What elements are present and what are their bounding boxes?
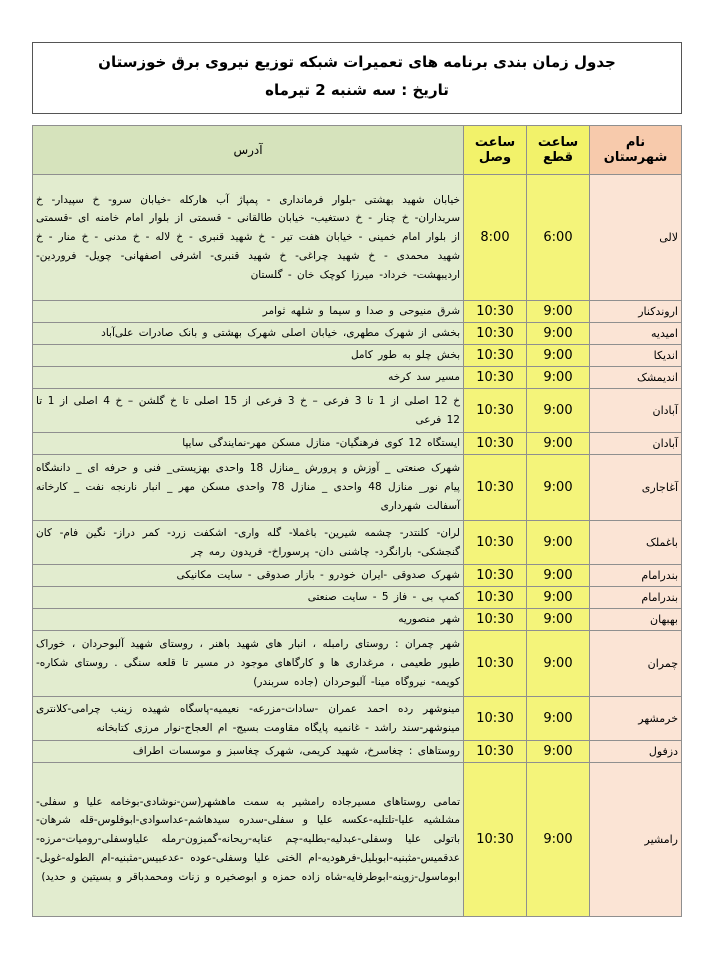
reconnect-time-cell: 10:30 bbox=[464, 301, 527, 323]
reconnect-time-cell: 10:30 bbox=[464, 455, 527, 521]
cut-time-cell: 9:00 bbox=[527, 389, 590, 433]
cut-time-cell: 9:00 bbox=[527, 345, 590, 367]
table-row bbox=[33, 565, 682, 587]
address-cell: مسیر سد کرخه bbox=[33, 367, 464, 389]
reconnect-time-cell: 10:30 bbox=[464, 609, 527, 631]
city-cell: اندیکا bbox=[590, 345, 682, 367]
table-row bbox=[33, 301, 682, 323]
city-cell: آغاجاری bbox=[590, 455, 682, 521]
cut-time-cell: 9:00 bbox=[527, 323, 590, 345]
header-reconnect-time: ساعت وصل bbox=[464, 126, 527, 175]
city-cell: امیدیه bbox=[590, 323, 682, 345]
reconnect-time-cell: 10:30 bbox=[464, 433, 527, 455]
table-row bbox=[33, 741, 682, 763]
city-cell: اروندکنار bbox=[590, 301, 682, 323]
city-cell: رامشیر bbox=[590, 763, 682, 917]
city-cell: چمران bbox=[590, 631, 682, 697]
reconnect-time-cell: 10:30 bbox=[464, 631, 527, 697]
cut-time-cell: 9:00 bbox=[527, 609, 590, 631]
table-header-row bbox=[33, 126, 682, 175]
address-cell: لران- کلنتدر- چشمه شیرین- باغملا- گله واری- اشکفت زرد- کمر دراز- نگین فام- کان گنجشکی- بارانگرد- چاشنی دان- پرسوراخ- فریدون رمه چر bbox=[33, 521, 464, 565]
address-cell: روستاهای : چغاسرخ، شهید کریمی، شهرک چغاسبز و موسسات اطراف bbox=[33, 741, 464, 763]
city-cell: اندیمشک bbox=[590, 367, 682, 389]
reconnect-time-cell: 10:30 bbox=[464, 367, 527, 389]
city-cell: بندرامام bbox=[590, 565, 682, 587]
reconnect-time-cell: 10:30 bbox=[464, 763, 527, 917]
address-cell: تمامی روستاهای مسیرجاده رامشیر به سمت ماهشهر(سن-نوشادی-بوخامه علیا و سفلی-مشلشیه علیا-تلتلیه-عکسه علیا و سفلی-سدره سیدهاشم-عداسوادی-ابوفلوس-قله شرهان-باتولی علیا وسفلی-عبدلیه-بطلیه-چم عنایه-ریحانه-گمبزون-رمله علیاوسفلی-رومیات-مرزه-عدقمیس-مثبنیه-ابوبلیل-فرهودیه-ام الختی علیا وسفلی-عوده -عدعبیس-مثبنیه-ام الطوله-غوبل-ابوماسول-زوینه-ابوطرفایه-شاه زاده حمزه و ابوصخیره و زنات ومحمدباقر و بسیتین و حدید) bbox=[33, 763, 464, 917]
cut-time-cell: 9:00 bbox=[527, 301, 590, 323]
address-cell: شهر چمران : روستای رامبله ، انبار های شهید باهنر ، روستای شهید آلبوحردان ، خوراک طیور طعیمی ، مرغداری ها و کارگاهای موجود در مسیر تا قلعه سنگی . روستای شکاره- کویمه- نیروگاه مینا- آلبوحردان (جاده سربندر) bbox=[33, 631, 464, 697]
city-cell: لالی bbox=[590, 175, 682, 301]
table-row bbox=[33, 697, 682, 741]
address-cell: شهرک صدوقی -ایران خودرو - بازار صدوقی - سایت مکانیکی bbox=[33, 565, 464, 587]
table-row bbox=[33, 367, 682, 389]
city-cell: آبادان bbox=[590, 433, 682, 455]
cut-time-cell: 9:00 bbox=[527, 587, 590, 609]
city-cell: دزفول bbox=[590, 741, 682, 763]
address-cell: بخش چلو به طور کامل bbox=[33, 345, 464, 367]
city-cell: آبادان bbox=[590, 389, 682, 433]
table-row bbox=[33, 175, 682, 301]
reconnect-time-cell: 10:30 bbox=[464, 389, 527, 433]
reconnect-time-cell: 10:30 bbox=[464, 521, 527, 565]
cut-time-cell: 6:00 bbox=[527, 175, 590, 301]
table-row bbox=[33, 521, 682, 565]
cut-time-cell: 9:00 bbox=[527, 631, 590, 697]
table-row bbox=[33, 389, 682, 433]
cut-time-cell: 9:00 bbox=[527, 763, 590, 917]
address-cell: شهرک صنعتی _ آوزش و پرورش _منازل 18 واحدی بهزیستی_ فنی و حرفه ای _ دانشگاه پیام نور_ منازل 48 واحدی _ منازل 78 واحدی مسکن مهر _ انبار نارنجه نفت _ کارخانه آسفالت شهرداری bbox=[33, 455, 464, 521]
header-cut-time: ساعت قطع bbox=[527, 126, 590, 175]
city-cell: بهبهان bbox=[590, 609, 682, 631]
table-row bbox=[33, 609, 682, 631]
cut-time-cell: 9:00 bbox=[527, 697, 590, 741]
reconnect-time-cell: 10:30 bbox=[464, 323, 527, 345]
schedule-date: تاریخ : سه شنبه 2 تیرماه bbox=[265, 81, 449, 99]
address-cell: بخشی از شهرک مطهری، خیابان اصلی شهرک بهشتی و بانک صادرات علی‌آباد bbox=[33, 323, 464, 345]
address-cell: خیابان شهید بهشتی -بلوار فرمانداری - پمپاژ آب هارکله -خیابان سرو- خ سپیدار- خ سربداران- خ چنار - خ دستغیب- خیابان طالقانی - قسمتی از بلوار امام خامنه ای -قسمتی از بلوار امام خمینی - خیابان هفت تیر - خ شهید قنبری - خ لاله - خ مدنی - خ منار - خ شهید محمدی - خ شهید چراغی- خ شهید قنبری- اشرفی اصفهانی- چویل- فروردین-اردیبهشت- خرداد- میرزا کوچک خان - گلستان bbox=[33, 175, 464, 301]
cut-time-cell: 9:00 bbox=[527, 367, 590, 389]
schedule-table bbox=[32, 125, 682, 917]
table-row bbox=[33, 345, 682, 367]
cut-time-cell: 9:00 bbox=[527, 521, 590, 565]
address-cell: شرق منیوحی و صدا و سیما و شلهه ثوامر bbox=[33, 301, 464, 323]
city-cell: بندرامام bbox=[590, 587, 682, 609]
table-row bbox=[33, 433, 682, 455]
table-row bbox=[33, 323, 682, 345]
address-cell: کمپ بی - فاز 5 - سایت صنعتی bbox=[33, 587, 464, 609]
title-box bbox=[32, 42, 682, 114]
address-cell: خ 12 اصلی از 1 تا 3 فرعی – خ 3 فرعی از 15 اصلی تا خ گلشن – خ 4 اصلی از 1 تا 12 فرعی bbox=[33, 389, 464, 433]
reconnect-time-cell: 10:30 bbox=[464, 565, 527, 587]
table-row bbox=[33, 763, 682, 917]
reconnect-time-cell: 10:30 bbox=[464, 587, 527, 609]
reconnect-time-cell: 8:00 bbox=[464, 175, 527, 301]
cut-time-cell: 9:00 bbox=[527, 455, 590, 521]
city-cell: باغملک bbox=[590, 521, 682, 565]
page-title: جدول زمان بندی برنامه های تعمیرات شبکه توزیع نیروی برق خوزستان bbox=[98, 53, 616, 71]
city-cell: خرمشهر bbox=[590, 697, 682, 741]
header-city: نام شهرستان bbox=[590, 126, 682, 175]
reconnect-time-cell: 10:30 bbox=[464, 697, 527, 741]
cut-time-cell: 9:00 bbox=[527, 433, 590, 455]
address-cell: مینوشهر رده احمد عمران -سادات-مزرعه- نعیمیه-پاسگاه شهیده زینب چرامی-کلانتری مینوشهر-سند راشد - غانمیه پایگاه مقاومت بسیج- ام العجاج-نوار مرزی کتابخانه bbox=[33, 697, 464, 741]
header-address: آدرس bbox=[33, 126, 464, 175]
reconnect-time-cell: 10:30 bbox=[464, 741, 527, 763]
table-row bbox=[33, 587, 682, 609]
reconnect-time-cell: 10:30 bbox=[464, 345, 527, 367]
table-row bbox=[33, 631, 682, 697]
address-cell: ایستگاه 12 کوی فرهنگیان- منازل مسکن مهر-نمایندگی سایپا bbox=[33, 433, 464, 455]
cut-time-cell: 9:00 bbox=[527, 565, 590, 587]
table-row bbox=[33, 455, 682, 521]
cut-time-cell: 9:00 bbox=[527, 741, 590, 763]
address-cell: شهر منصوریه bbox=[33, 609, 464, 631]
